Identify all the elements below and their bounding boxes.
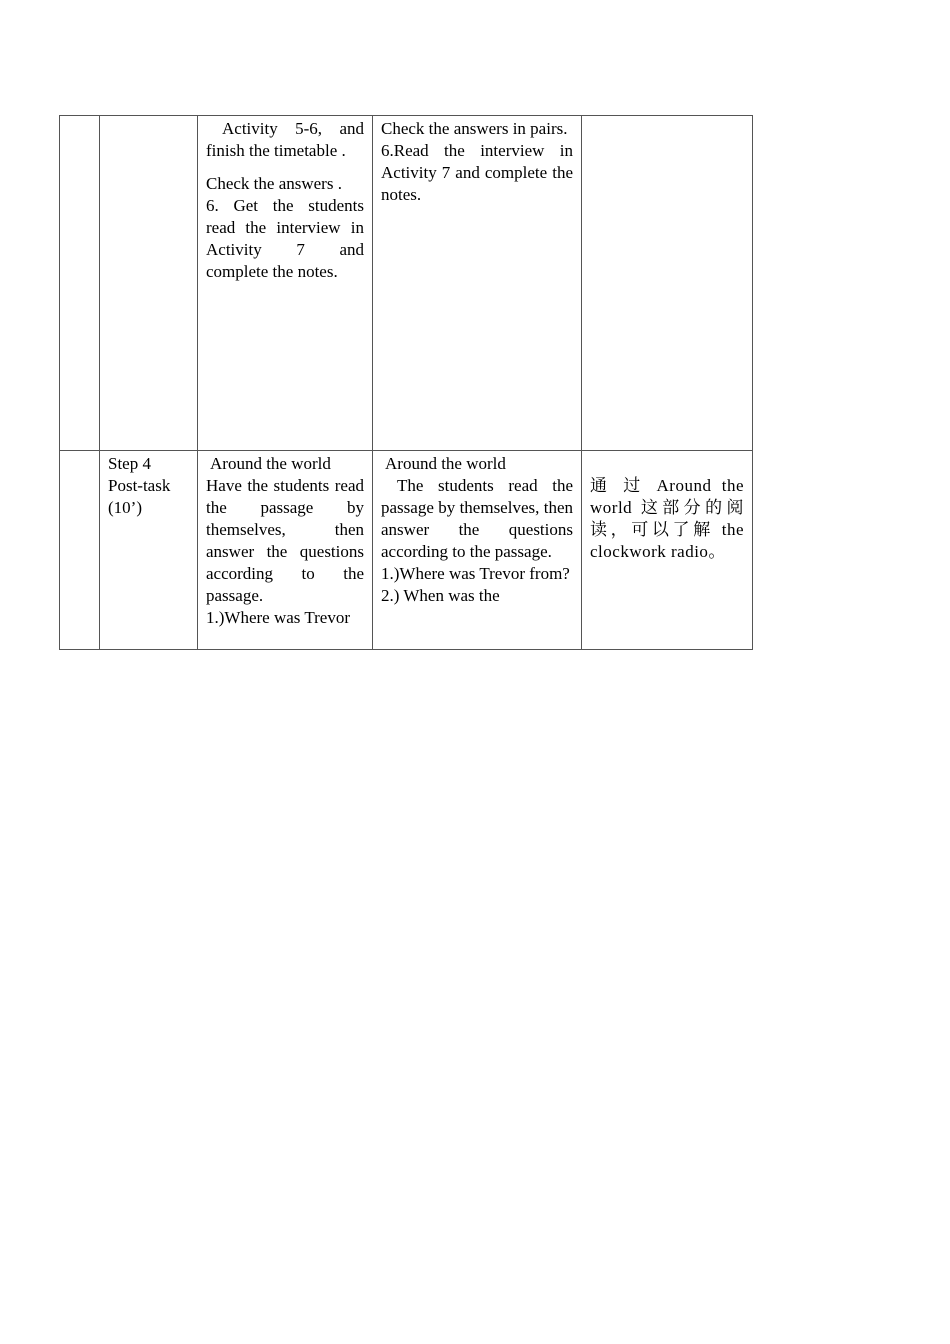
- step-time: (10’): [108, 498, 142, 517]
- purpose-text: 通 过 Around the world 这部分的阅读，可以了解 the clockwork radio。: [590, 476, 744, 561]
- step-name: Step 4: [108, 454, 151, 473]
- blank-cell: [60, 451, 100, 650]
- step-phase: Post-task: [108, 476, 171, 495]
- student-text: Check the answers in pairs.: [381, 119, 568, 138]
- teacher-text: Have the students read the passage by themselves, then answer the questions according to the passage.: [206, 476, 364, 605]
- table-row: [60, 451, 753, 650]
- table-row: [60, 116, 753, 451]
- student-question: 1.)Where was Trevor from?: [381, 564, 570, 583]
- section-title: Around the world: [210, 454, 331, 473]
- student-activity-cell: [373, 116, 582, 451]
- teacher-activity-cell: [198, 116, 373, 451]
- teacher-activity-cell: [198, 451, 373, 650]
- blank-cell: [60, 116, 100, 451]
- teacher-text: Check the answers .: [206, 174, 342, 193]
- step-cell: [100, 451, 198, 650]
- section-title: Around the world: [385, 454, 506, 473]
- lesson-plan-table: [59, 115, 753, 650]
- student-question: 2.) When was the: [381, 586, 500, 605]
- teacher-text: Activity 5-6, and finish the timetable .: [206, 119, 364, 160]
- purpose-cell: [582, 451, 753, 650]
- teacher-text: 6. Get the students read the interview in Activity 7 and complete the notes.: [206, 196, 364, 281]
- teacher-question: 1.)Where was Trevor: [206, 608, 350, 627]
- student-text: 6.Read the interview in Activity 7 and complete the notes.: [381, 141, 573, 204]
- purpose-cell: [582, 116, 753, 451]
- student-activity-cell: [373, 451, 582, 650]
- step-cell: [100, 116, 198, 451]
- student-text: The students read the passage by themselves, then answer the questions according to the passage.: [381, 476, 573, 561]
